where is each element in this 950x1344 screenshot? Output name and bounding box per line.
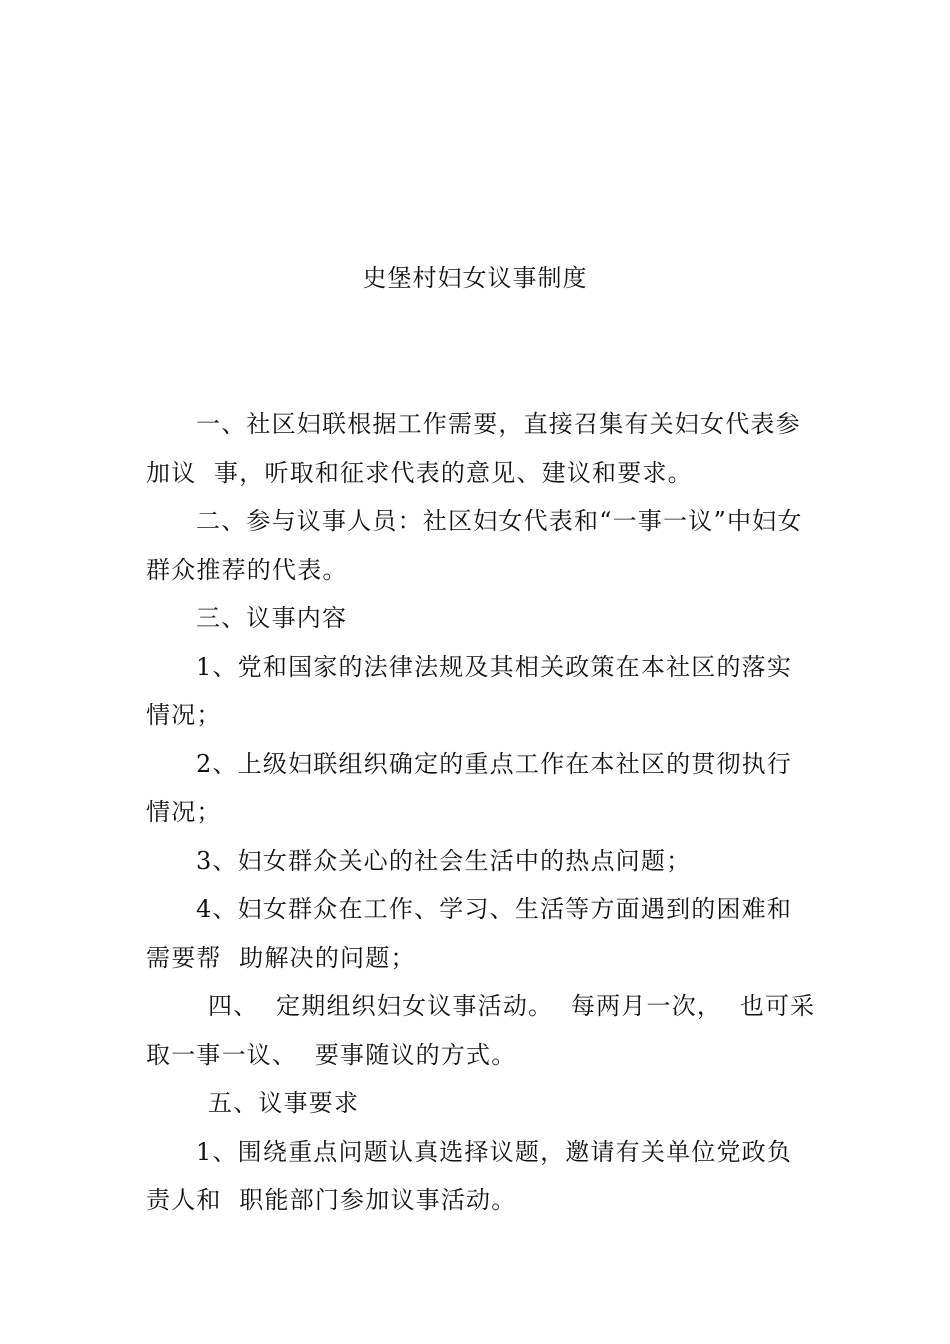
text-line-7: 情况； — [146, 701, 222, 729]
text-line-2: 加议 事，听取和征求代表的意见、建议和要求。 — [146, 458, 693, 487]
text-line-13: 四、 定期组织妇女议事活动。 每两月一次， 也可采 — [208, 992, 816, 1020]
text-line-8: 2、上级妇联组织确定的重点工作在本社区的贯彻执行 — [196, 749, 793, 778]
text-line-11: 4、妇女群众在工作、学习、生活等方面遇到的困难和 — [196, 895, 793, 923]
text-line-9: 情况； — [146, 798, 222, 826]
text-line-16: 1、围绕重点问题认真选择议题，邀请有关单位党政负 — [196, 1137, 793, 1166]
document-body — [146, 400, 816, 1225]
text-line-4: 群众推荐的代表。 — [146, 555, 348, 584]
text-line-6: 1、党和国家的法律法规及其相关政策在本社区的落实 — [196, 652, 793, 681]
document-title: 史堡村妇女议事制度 — [362, 264, 588, 292]
text-line-14: 取一事一议、 要事随议的方式。 — [146, 1040, 517, 1069]
text-line-5: 三、议事内容 — [196, 604, 348, 632]
text-line-3: 二、参与议事人员：社区妇女代表和“一事一议”中妇女 — [196, 507, 803, 535]
text-line-12: 需要帮 助解决的问题； — [146, 943, 416, 972]
text-line-17: 责人和 职能部门参加议事活动。 — [146, 1186, 517, 1214]
text-line-15: 五、议事要求 — [208, 1089, 360, 1117]
text-line-1: 一、社区妇联根据工作需要，直接召集有关妇女代表参 — [196, 410, 801, 438]
text-line-10: 3、妇女群众关心的社会生活中的热点问题； — [196, 846, 692, 875]
